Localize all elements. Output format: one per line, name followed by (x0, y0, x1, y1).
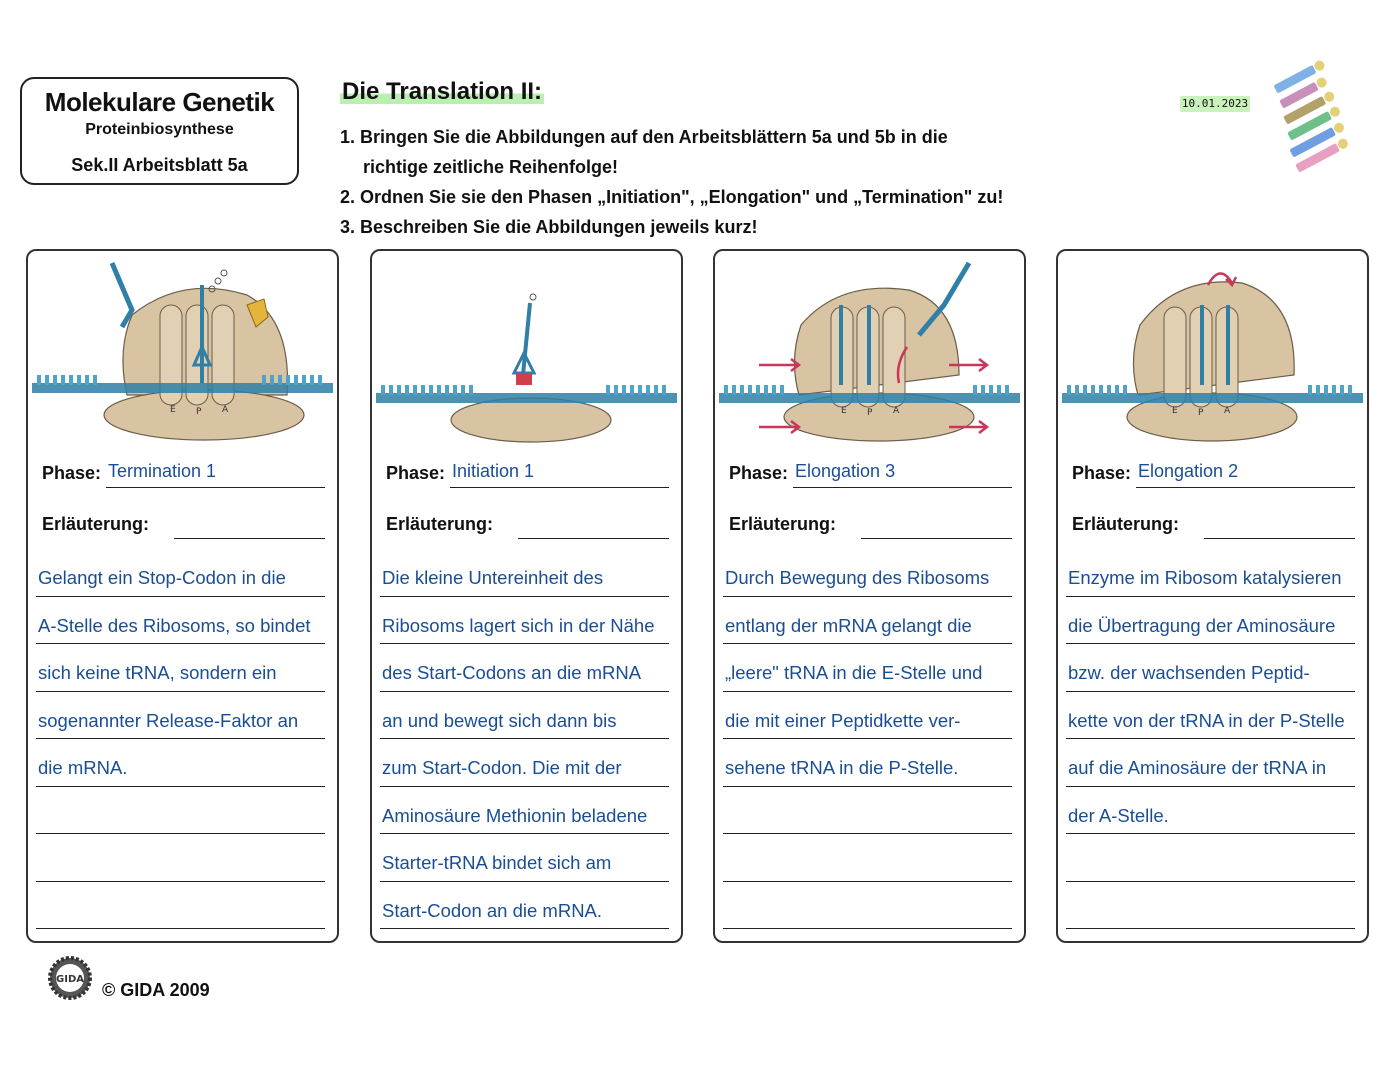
task-list (340, 122, 1003, 242)
answer-line[interactable]: Durch Bewegung des Ribosoms (723, 549, 1012, 597)
site-label-e: E (1172, 406, 1178, 416)
erlaeuterung-line (1204, 538, 1355, 539)
answer-lines (1066, 549, 1355, 929)
task-2: 2. Ordnen Sie sie den Phasen „Initiation", „Elongation" und „Termination" zu! (340, 187, 1004, 207)
phase-field[interactable]: Termination 1 (106, 458, 325, 488)
phase-label: Phase: (729, 463, 789, 483)
panel-elongation-2 (1056, 249, 1369, 943)
answer-line[interactable]: Die kleine Untereinheit des (380, 549, 669, 597)
answer-line[interactable] (1066, 834, 1355, 882)
answer-line[interactable]: entlang der mRNA gelangt die (723, 597, 1012, 645)
answer-line[interactable]: Aminosäure Methionin beladene (380, 787, 669, 835)
answer-line[interactable]: sich keine tRNA, sondern ein (36, 644, 325, 692)
answer-line[interactable]: auf die Aminosäure der tRNA in (1066, 739, 1355, 787)
answer-line[interactable] (723, 882, 1012, 930)
erlaeuterung-label: Erläuterung: (729, 514, 837, 534)
phase-field[interactable]: Elongation 2 (1136, 458, 1355, 488)
site-label-e: E (170, 405, 176, 415)
answer-line[interactable]: Enzyme im Ribosom katalysieren (1066, 549, 1355, 597)
answer-line[interactable]: kette von der tRNA in der P-Stelle (1066, 692, 1355, 740)
erlaeuterung-label: Erläuterung: (386, 514, 494, 534)
answer-line[interactable]: Gelangt ein Stop-Codon in die (36, 549, 325, 597)
erlaeuterung-line (518, 538, 669, 539)
task-1: 1. Bringen Sie die Abbildungen auf den Arbeitsblättern 5a und 5b in die (340, 127, 948, 147)
answer-lines (723, 549, 1012, 929)
worksheet-number: Sek.II Arbeitsblatt 5a (71, 155, 248, 175)
site-label-a: A (893, 406, 900, 416)
erlaeuterung-label: Erläuterung: (42, 514, 150, 534)
ribosome-illustration (32, 255, 333, 450)
page-heading: Die Translation II: (342, 78, 543, 105)
answer-line[interactable] (36, 787, 325, 835)
worksheet-title: Molekulare Genetik (44, 87, 275, 117)
panel-initiation (370, 249, 683, 943)
worksheet-title-box (20, 77, 299, 185)
answer-line[interactable]: Ribosoms lagert sich in der Nähe (380, 597, 669, 645)
answer-line[interactable]: des Start-Codons an die mRNA (380, 644, 669, 692)
erlaeuterung-line (861, 538, 1012, 539)
answer-line[interactable]: die Übertragung der Aminosäure (1066, 597, 1355, 645)
ribosome-illustration (719, 255, 1020, 450)
answer-line[interactable]: bzw. der wachsenden Peptid- (1066, 644, 1355, 692)
panel-elongation-3 (713, 249, 1026, 943)
answer-line[interactable]: der A-Stelle. (1066, 787, 1355, 835)
copyright: © GIDA 2009 (102, 980, 210, 1000)
answer-line[interactable] (723, 787, 1012, 835)
task-1-continued: richtige zeitliche Reihenfolge! (363, 157, 619, 177)
answer-line[interactable]: sogenannter Release-Faktor an (36, 692, 325, 740)
answer-line[interactable]: A-Stelle des Ribosoms, so bindet (36, 597, 325, 645)
answer-line[interactable]: die mRNA. (36, 739, 325, 787)
answer-line[interactable]: Starter-tRNA bindet sich am (380, 834, 669, 882)
answer-lines (36, 549, 325, 929)
panel-termination (26, 249, 339, 943)
answer-line[interactable]: an und bewegt sich dann bis (380, 692, 669, 740)
worksheet-subtitle: Proteinbiosynthese (85, 121, 234, 138)
phase-label: Phase: (1072, 463, 1132, 483)
ribosome-illustration (1062, 255, 1363, 450)
phase-label: Phase: (42, 463, 102, 483)
gida-logo-icon (48, 956, 92, 1000)
erlaeuterung-label: Erläuterung: (1072, 514, 1180, 534)
task-3: 3. Beschreiben Sie die Abbildungen jeweils kurz! (340, 217, 758, 237)
phase-label: Phase: (386, 463, 446, 483)
site-label-p: P (867, 408, 873, 418)
answer-line[interactable]: zum Start-Codon. Die mit der (380, 739, 669, 787)
answer-lines (380, 549, 669, 929)
site-label-p: P (196, 407, 202, 417)
answer-line[interactable]: sehene tRNA in die P-Stelle. (723, 739, 1012, 787)
date-sticker: 10.01.2023 (1181, 97, 1249, 110)
answer-line[interactable] (1066, 882, 1355, 930)
site-label-a: A (1224, 406, 1231, 416)
gida-logo-text: GIDA (56, 974, 84, 985)
answer-line[interactable]: „leere" tRNA in die E-Stelle und (723, 644, 1012, 692)
site-label-a: A (222, 405, 229, 415)
phase-field[interactable]: Elongation 3 (793, 458, 1012, 488)
answer-line[interactable]: Start-Codon an die mRNA. (380, 882, 669, 930)
site-label-e: E (841, 406, 847, 416)
answer-line[interactable]: die mit einer Peptidkette ver- (723, 692, 1012, 740)
answer-line[interactable] (723, 834, 1012, 882)
dna-helix-sticker (1262, 52, 1397, 197)
answer-line[interactable] (36, 882, 325, 930)
site-label-p: P (1198, 408, 1204, 418)
phase-field[interactable]: Initiation 1 (450, 458, 669, 488)
ribosome-illustration (376, 255, 677, 450)
erlaeuterung-line (174, 538, 325, 539)
answer-line[interactable] (36, 834, 325, 882)
